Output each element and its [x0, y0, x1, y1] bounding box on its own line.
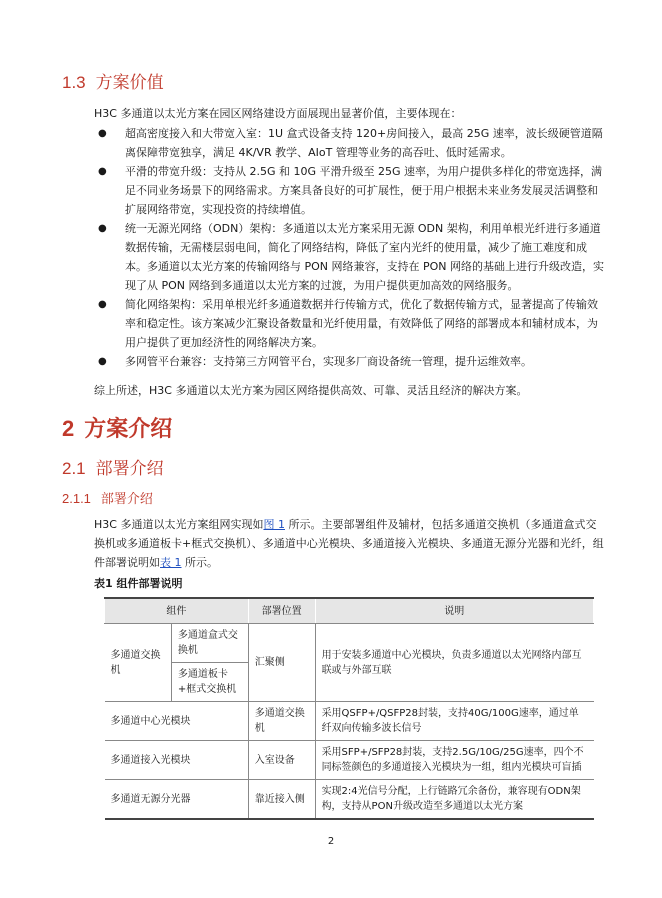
section-heading-1-3: 1.3 方案价值 [62, 73, 164, 93]
table-cell: 多通道板卡+框式交换机 [171, 663, 248, 702]
table-row [105, 624, 594, 663]
figure-1-link[interactable]: 图 1 [263, 518, 285, 531]
value-bullet-list [94, 124, 606, 371]
component-table [104, 597, 594, 820]
deployment-paragraph: H3C 多通道以太光方案组网实现如图 1 所示。主要部署组件及辅材，包括多通道交换机（多通道盒式交换机或多通道板卡+框式交换机）、多通道中心光模块、多通道接入光模块、多通道无源分光器和光纤，组件部署说明如表 1 所示。 [94, 518, 604, 569]
table-cell: 实现2:4光信号分配，上行链路冗余备份，兼容现有ODN架构，支持从PON升级改造至多通道以太光方案 [315, 780, 593, 820]
list-item: ● 简化网络架构：采用单根光纤多通道数据并行传输方式，优化了数据传输方式，显著提高了传输效率和稳定性。该方案减少汇聚设备数量和光纤使用量，有效降低了网络的部署成本和辅材成本，为用户提供了更加经济性的网络解决方案。 [94, 295, 606, 352]
table-cell: 入室设备 [248, 741, 315, 780]
list-item: ● 平滑的带宽升级：支持从 2.5G 和 10G 平滑升级至 25G 速率，为用户提供多样化的带宽选择，满足不同业务场景下的网络需求。方案具备良好的可扩展性，便于用户根据未来业务发展灵活调整和扩展网络带宽，实现投资的持续增值。 [94, 162, 606, 219]
intro-paragraph: H3C 多通道以太光方案在园区网络建设方面展现出显著价值，主要体现在： [94, 107, 462, 120]
table-cell: 多通道盒式交换机 [171, 624, 248, 663]
table-header: 说明 [315, 598, 593, 624]
bullet-icon: ● [98, 299, 107, 310]
bullet-icon: ● [98, 223, 107, 234]
section-heading-2: 2 方案介绍 [62, 416, 173, 442]
table-caption: 表1 组件部署说明 [94, 577, 183, 590]
table-cell: 汇聚侧 [248, 624, 315, 702]
table-1-link[interactable]: 表 1 [160, 556, 182, 569]
list-item: ● 超高密度接入和大带宽入室：1U 盒式设备支持 120+房间接入，最高 25G 速率，波长级硬管道隔离保障带宽独享，满足 4K/VR 教学、AIoT 管理等业务的高吞吐、低时延需求。 [94, 124, 606, 162]
table-cell: 用于安装多通道中心光模块，负责多通道以太光网络内部互联或与外部互联 [315, 624, 593, 702]
table-cell: 靠近接入侧 [248, 780, 315, 820]
table-cell: 多通道交换机 [105, 624, 172, 702]
table-header-row [105, 598, 594, 624]
bullet-icon: ● [98, 166, 107, 177]
table-header: 组件 [105, 598, 249, 624]
table-cell: 多通道无源分光器 [105, 780, 249, 820]
table-cell: 多通道交换机 [248, 702, 315, 741]
bullet-icon: ● [98, 128, 107, 139]
list-item: ● 统一无源光网络（ODN）架构：多通道以太光方案采用无源 ODN 架构，利用单根光纤进行多通道数据传输，无需楼层弱电间，简化了网络结构，降低了室内光纤的使用量，减少了施工难度和成本。多通道以太光方案的传输网络与 PON 网络兼容，支持在 PON 网络的基础上进行升级改造，实现了从 PON 网络到多通道以太光方案的过渡，为用户提供更加高效的网络服务。 [94, 219, 606, 295]
list-item: ● 多网管平台兼容：支持第三方网管平台，实现多厂商设备统一管理，提升运维效率。 [94, 352, 606, 371]
section-heading-2-1: 2.1 部署介绍 [62, 459, 164, 479]
table-cell: 多通道中心光模块 [105, 702, 249, 741]
bullet-icon: ● [98, 356, 107, 367]
section-heading-2-1-1: 2.1.1 部署介绍 [62, 491, 153, 507]
table-row [105, 702, 594, 741]
page-number: 2 [327, 836, 335, 847]
table-header: 部署位置 [248, 598, 315, 624]
table-row [105, 741, 594, 780]
table-cell: 采用QSFP+/QSFP28封装，支持40G/100G速率，通过单纤双向传输多波长信号 [315, 702, 593, 741]
table-cell: 多通道接入光模块 [105, 741, 249, 780]
summary-paragraph: 综上所述，H3C 多通道以太光方案为园区网络提供高效、可靠、灵活且经济的解决方案。 [94, 384, 528, 397]
table-cell: 采用SFP+/SFP28封装，支持2.5G/10G/25G速率，四个不同标签颜色的多通道接入光模块为一组，组内光模块可盲插 [315, 741, 593, 780]
table-row [105, 780, 594, 820]
